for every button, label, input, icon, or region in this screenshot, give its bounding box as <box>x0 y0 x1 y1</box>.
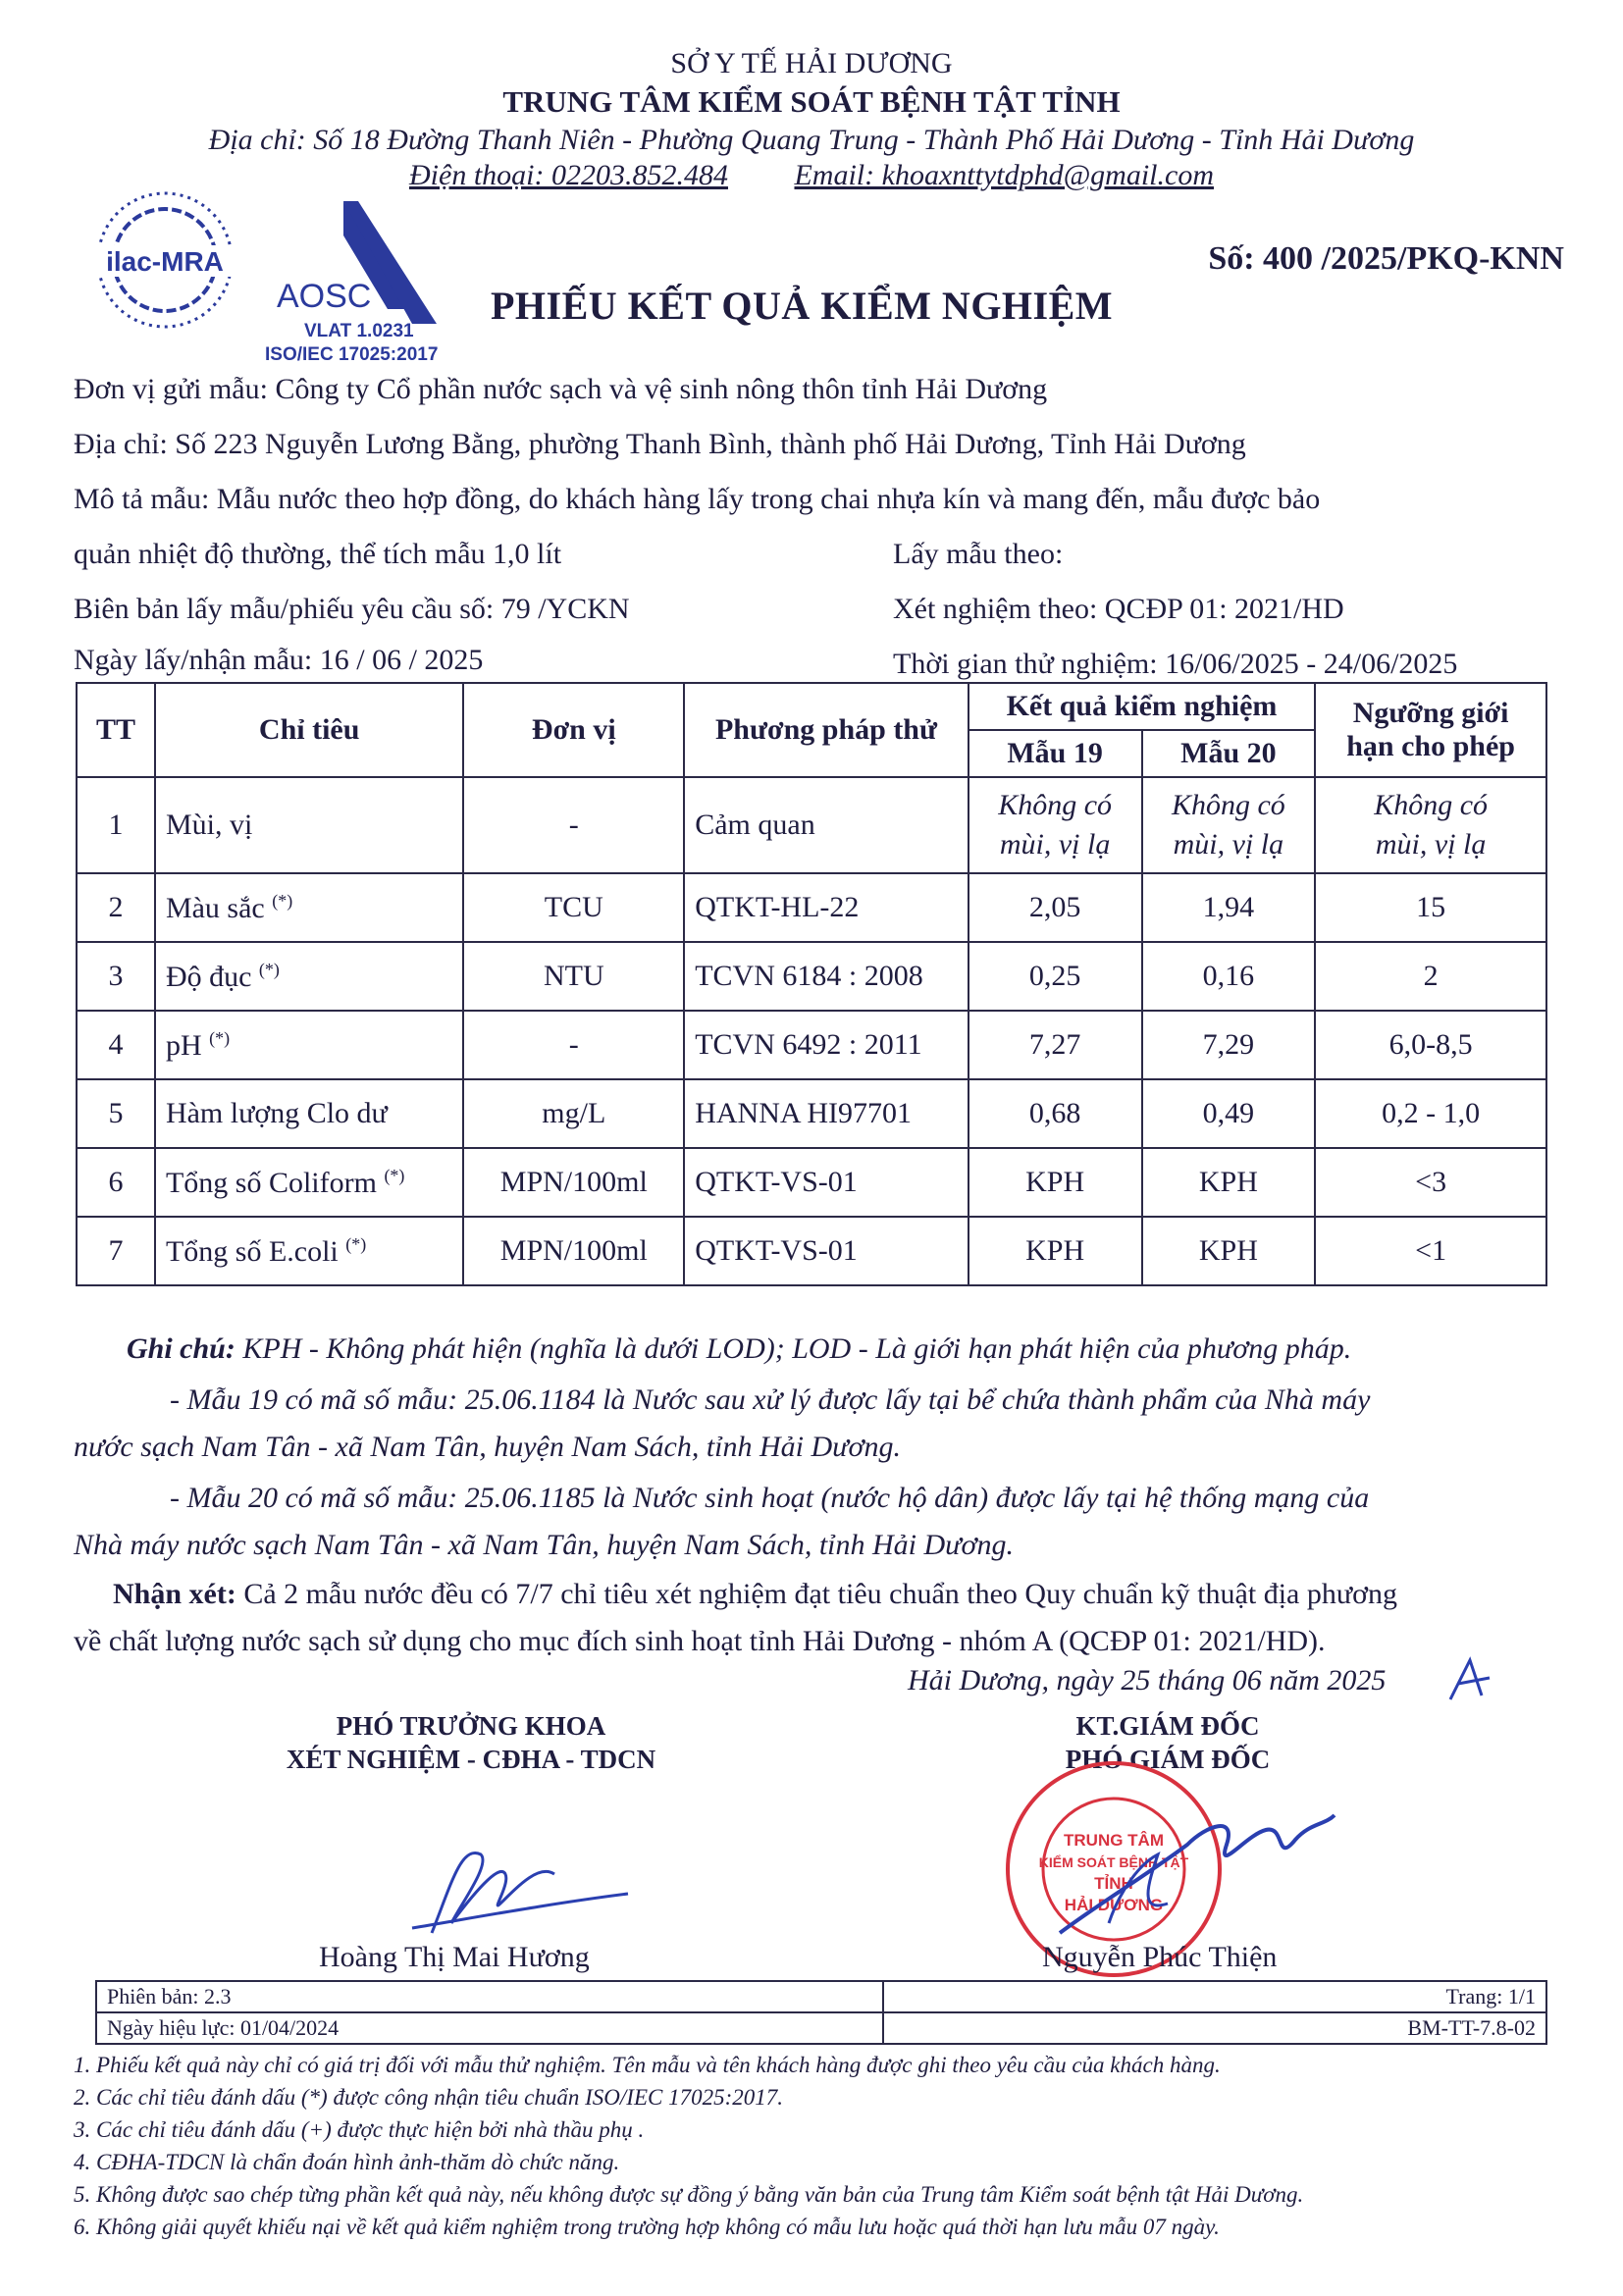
cell-param <box>155 942 463 1011</box>
cell-text: Không có <box>1374 789 1489 821</box>
accredited-mark: (*) <box>209 1027 231 1048</box>
cell-method: HANNA HI97701 <box>684 1079 969 1148</box>
cell-text: mùi, vị lạ <box>1173 828 1284 861</box>
center-address: Địa chỉ: Số 18 Đường Thanh Niên - Phường Quang Trung - Thành Phố Hải Dương - Tỉnh Hải Dương <box>208 124 1415 156</box>
cell-param: Mùi, vị <box>155 777 463 873</box>
remark-line-1 <box>74 1572 1585 1617</box>
document-number: Số: 400 /2025/PKQ-KNN <box>1208 240 1564 277</box>
header-limit-line1: Ngưỡng giới <box>1352 697 1509 729</box>
cell-sample-19: 0,25 <box>969 942 1142 1011</box>
cell-text: mùi, vị lạ <box>1375 828 1487 861</box>
stamp-line1: TRUNG TÂM <box>1064 1831 1164 1850</box>
sender-line: Đơn vị gửi mẫu: Công ty Cổ phần nước sạch và vệ sinh nông thôn tỉnh Hải Dương <box>74 373 1048 405</box>
footnote: 1. Phiếu kết quả này chỉ có giá trị đối với mẫu thử nghiệm. Tên mẫu và tên khách hàng được ghi theo yêu cầu của khách hàng. <box>74 2053 1221 2077</box>
header-method: Phương pháp thử <box>684 683 969 777</box>
cell-text: Không có <box>998 789 1113 821</box>
cell-method: TCVN 6184 : 2008 <box>684 942 969 1011</box>
sender-address-line: Địa chỉ: Số 223 Nguyễn Lương Bằng, phường Thanh Bình, thành phố Hải Dương, Tỉnh Hải Dương <box>74 428 1246 460</box>
footnote: 4. CĐHA-TDCN là chẩn đoán hình ảnh-thăm dò chức năng. <box>74 2150 620 2174</box>
footer-row <box>96 1981 1546 2012</box>
cell-sample-20: 1,94 <box>1142 873 1316 942</box>
footer-table <box>95 1980 1547 2045</box>
footer-effective-date: Ngày hiệu lực: 01/04/2024 <box>96 2012 883 2044</box>
cell-sample-20: 0,16 <box>1142 942 1316 1011</box>
remark-label: Nhận xét: <box>113 1578 236 1610</box>
cell-method: QTKT-HL-22 <box>684 873 969 942</box>
remark-text: Cả 2 mẫu nước đều có 7/7 chỉ tiêu xét nghiệm đạt tiêu chuẩn theo Quy chuẩn kỹ thuật địa phương <box>243 1578 1397 1610</box>
test-period-line: Thời gian thử nghiệm: 16/06/2025 - 24/06/2025 <box>893 648 1458 680</box>
param-name: Tổng số E.coli <box>165 1234 339 1268</box>
accredited-mark: (*) <box>345 1233 367 1254</box>
cell-unit: MPN/100ml <box>463 1148 684 1217</box>
cell-limit: <3 <box>1315 1148 1546 1217</box>
accredited-mark: (*) <box>384 1165 405 1185</box>
cell-param <box>155 1217 463 1285</box>
cell-text: Không có <box>1171 789 1285 821</box>
cell-sample-19: 0,68 <box>969 1079 1142 1148</box>
cell-limit <box>1315 777 1546 873</box>
cell-tt: 2 <box>77 873 155 942</box>
header-result: Kết quả kiểm nghiệm <box>969 683 1316 730</box>
cell-unit: NTU <box>463 942 684 1011</box>
param-name: Độ đục <box>165 960 252 993</box>
document-title: PHIẾU KẾT QUẢ KIỂM NGHIỆM <box>491 284 1114 328</box>
cell-sample-20: KPH <box>1142 1148 1316 1217</box>
cell-sample-19: 2,05 <box>969 873 1142 942</box>
stamp-line4: HẢI DƯƠNG <box>1064 1896 1164 1914</box>
note-text: KPH - Không phát hiện (nghĩa là dưới LOD); LOD - Là giới hạn phát hiện của phương pháp. <box>242 1332 1352 1365</box>
center-name: TRUNG TÂM KIỂM SOÁT BỆNH TẬT TỈNH <box>502 84 1121 119</box>
cell-limit: 0,2 - 1,0 <box>1315 1079 1546 1148</box>
cell-sample-20 <box>1142 777 1316 873</box>
param-name: Màu sắc <box>165 891 265 924</box>
cell-limit: 2 <box>1315 942 1546 1011</box>
table-row <box>77 942 1546 1011</box>
param-name: Tổng số Coliform <box>165 1166 377 1199</box>
footer-row <box>96 2012 1546 2044</box>
left-title-line1: PHÓ TRƯỞNG KHOA <box>336 1711 606 1741</box>
phone-text: Điện thoại: 02203.852.484 <box>409 159 728 191</box>
cell-method: QTKT-VS-01 <box>684 1148 969 1217</box>
cell-param <box>155 873 463 942</box>
sampling-by-line: Lấy mẫu theo: <box>893 538 1064 570</box>
footnote: 3. Các chỉ tiêu đánh dấu (+) được thực hiện bởi nhà thầu phụ . <box>74 2117 645 2142</box>
vlat-text: VLAT 1.0231 <box>304 321 414 341</box>
footer-version: Phiên bản: 2.3 <box>96 1981 883 2012</box>
test-standard-line: Xét nghiệm theo: QCĐP 01: 2021/HD <box>893 593 1344 625</box>
aosc-logo-text: AOSC <box>277 278 372 315</box>
right-signer-name: Nguyễn Phúc Thiện <box>1042 1941 1278 1973</box>
header-param: Chỉ tiêu <box>155 683 463 777</box>
left-signer-title <box>226 1709 716 1776</box>
email-text: Email: khoaxnttytdphd@gmail.com <box>794 159 1214 191</box>
cell-limit: <1 <box>1315 1217 1546 1285</box>
right-title-line2: PHÓ GIÁM ĐỐC <box>1065 1745 1271 1774</box>
note-line-0 <box>74 1327 1598 1372</box>
cell-sample-19 <box>969 777 1142 873</box>
remark-line-2: về chất lượng nước sạch sử dụng cho mục đích sinh hoạt tỉnh Hải Dương - nhóm A (QCĐP 01: 2021/HD). <box>74 1625 1326 1657</box>
note-label: Ghi chú: <box>127 1332 236 1365</box>
cell-tt: 5 <box>77 1079 155 1148</box>
cell-method: Cảm quan <box>684 777 969 873</box>
cell-tt: 4 <box>77 1011 155 1079</box>
sample-description-line2: quản nhiệt độ thường, thể tích mẫu 1,0 lít <box>74 538 562 570</box>
note-line-2b: Nhà máy nước sạch Nam Tân - xã Nam Tân, huyện Nam Sách, tỉnh Hải Dương. <box>74 1529 1015 1561</box>
header-limit-line2: hạn cho phép <box>1346 730 1515 762</box>
footnotes <box>74 2049 1303 2243</box>
sample-description-line1: Mô tả mẫu: Mẫu nước theo hợp đồng, do khách hàng lấy trong chai nhựa kín và mang đến, mẫu được bảo <box>74 483 1321 515</box>
cell-tt: 7 <box>77 1217 155 1285</box>
table-row <box>77 777 1546 873</box>
header-unit: Đơn vị <box>463 683 684 777</box>
cell-tt: 6 <box>77 1148 155 1217</box>
footnote: 2. Các chỉ tiêu đánh dấu (*) được công nhận tiêu chuẩn ISO/IEC 17025:2017. <box>74 2085 784 2110</box>
table-row <box>77 1217 1546 1285</box>
cell-unit: TCU <box>463 873 684 942</box>
cell-unit: mg/L <box>463 1079 684 1148</box>
cell-limit: 15 <box>1315 873 1546 942</box>
aosc-logo <box>265 191 476 368</box>
date-received-line: Ngày lấy/nhận mẫu: 16 / 06 / 2025 <box>74 644 484 676</box>
cell-method: QTKT-VS-01 <box>684 1217 969 1285</box>
cell-sample-20: 7,29 <box>1142 1011 1316 1079</box>
date-line: Hải Dương, ngày 25 tháng 06 năm 2025 <box>908 1664 1387 1696</box>
note-line-1a: - Mẫu 19 có mã số mẫu: 25.06.1184 là Nước sau xử lý được lấy tại bể chứa thành phẩm của Nhà máy <box>170 1383 1371 1416</box>
cell-sample-19: 7,27 <box>969 1011 1142 1079</box>
table-row <box>77 1148 1546 1217</box>
cell-unit: - <box>463 777 684 873</box>
iso-text: ISO/IEC 17025:2017 <box>265 344 439 365</box>
cell-param: Hàm lượng Clo dư <box>155 1079 463 1148</box>
cell-text: mùi, vị lạ <box>999 828 1111 861</box>
footer-form-code: BM-TT-7.8-02 <box>883 2012 1546 2044</box>
results-table <box>76 682 1547 1286</box>
header-row <box>77 683 1546 730</box>
left-title-line2: XÉT NGHIỆM - CĐHA - TDCN <box>286 1745 656 1774</box>
header-sample-20: Mẫu 20 <box>1142 730 1316 777</box>
right-title-line1: KT.GIÁM ĐỐC <box>1075 1711 1260 1741</box>
ilac-logo-text: ilac-MRA <box>106 246 224 277</box>
initial-mark <box>1442 1656 1501 1705</box>
header-limit <box>1315 683 1546 777</box>
left-signer-name: Hoàng Thị Mai Hương <box>319 1941 590 1973</box>
cell-tt: 1 <box>77 777 155 873</box>
cell-unit: - <box>463 1011 684 1079</box>
note-line-1b: nước sạch Nam Tân - xã Nam Tân, huyện Nam Sách, tỉnh Hải Dương. <box>74 1431 902 1463</box>
stamp-line3: TỈNH <box>1094 1874 1133 1893</box>
footer-page: Trang: 1/1 <box>883 1981 1546 2012</box>
header-tt: TT <box>77 683 155 777</box>
cell-sample-20: KPH <box>1142 1217 1316 1285</box>
left-signature <box>393 1825 648 1953</box>
cell-unit: MPN/100ml <box>463 1217 684 1285</box>
cell-param <box>155 1148 463 1217</box>
table-row <box>77 1079 1546 1148</box>
agency-name: SỞ Y TẾ HẢI DƯƠNG <box>670 47 953 79</box>
stamp-line2: KIỂM SOÁT BỆNH TẬT <box>1038 1854 1189 1870</box>
cell-tt: 3 <box>77 942 155 1011</box>
accredited-mark: (*) <box>272 890 293 911</box>
cell-sample-19: KPH <box>969 1148 1142 1217</box>
cell-limit: 6,0-8,5 <box>1315 1011 1546 1079</box>
cell-method: TCVN 6492 : 2011 <box>684 1011 969 1079</box>
param-name: pH <box>165 1028 202 1062</box>
header-sample-19: Mẫu 19 <box>969 730 1142 777</box>
request-number-line: Biên bản lấy mẫu/phiếu yêu cầu số: 79 /YCKN <box>74 593 630 625</box>
right-signature <box>1040 1786 1364 1953</box>
cell-param <box>155 1011 463 1079</box>
accredited-mark: (*) <box>258 959 280 979</box>
footnote: 5. Không được sao chép từng phần kết quả này, nếu không được sự đồng ý bằng văn bản của Trung tâm Kiểm soát bệnh tật Hải Dương. <box>74 2182 1304 2207</box>
ilac-mra-logo <box>77 186 253 334</box>
table-row <box>77 873 1546 942</box>
cell-sample-20: 0,49 <box>1142 1079 1316 1148</box>
note-line-2a: - Mẫu 20 có mã số mẫu: 25.06.1185 là Nước sinh hoạt (nước hộ dân) được lấy tại hệ thống mạng của <box>170 1482 1370 1514</box>
footnote: 6. Không giải quyết khiếu nại về kết quả kiểm nghiệm trong trường hợp không có mẫu lưu hoặc quá thời hạn lưu mẫu 07 ngày. <box>74 2215 1220 2239</box>
cell-sample-19: KPH <box>969 1217 1142 1285</box>
table-row <box>77 1011 1546 1079</box>
